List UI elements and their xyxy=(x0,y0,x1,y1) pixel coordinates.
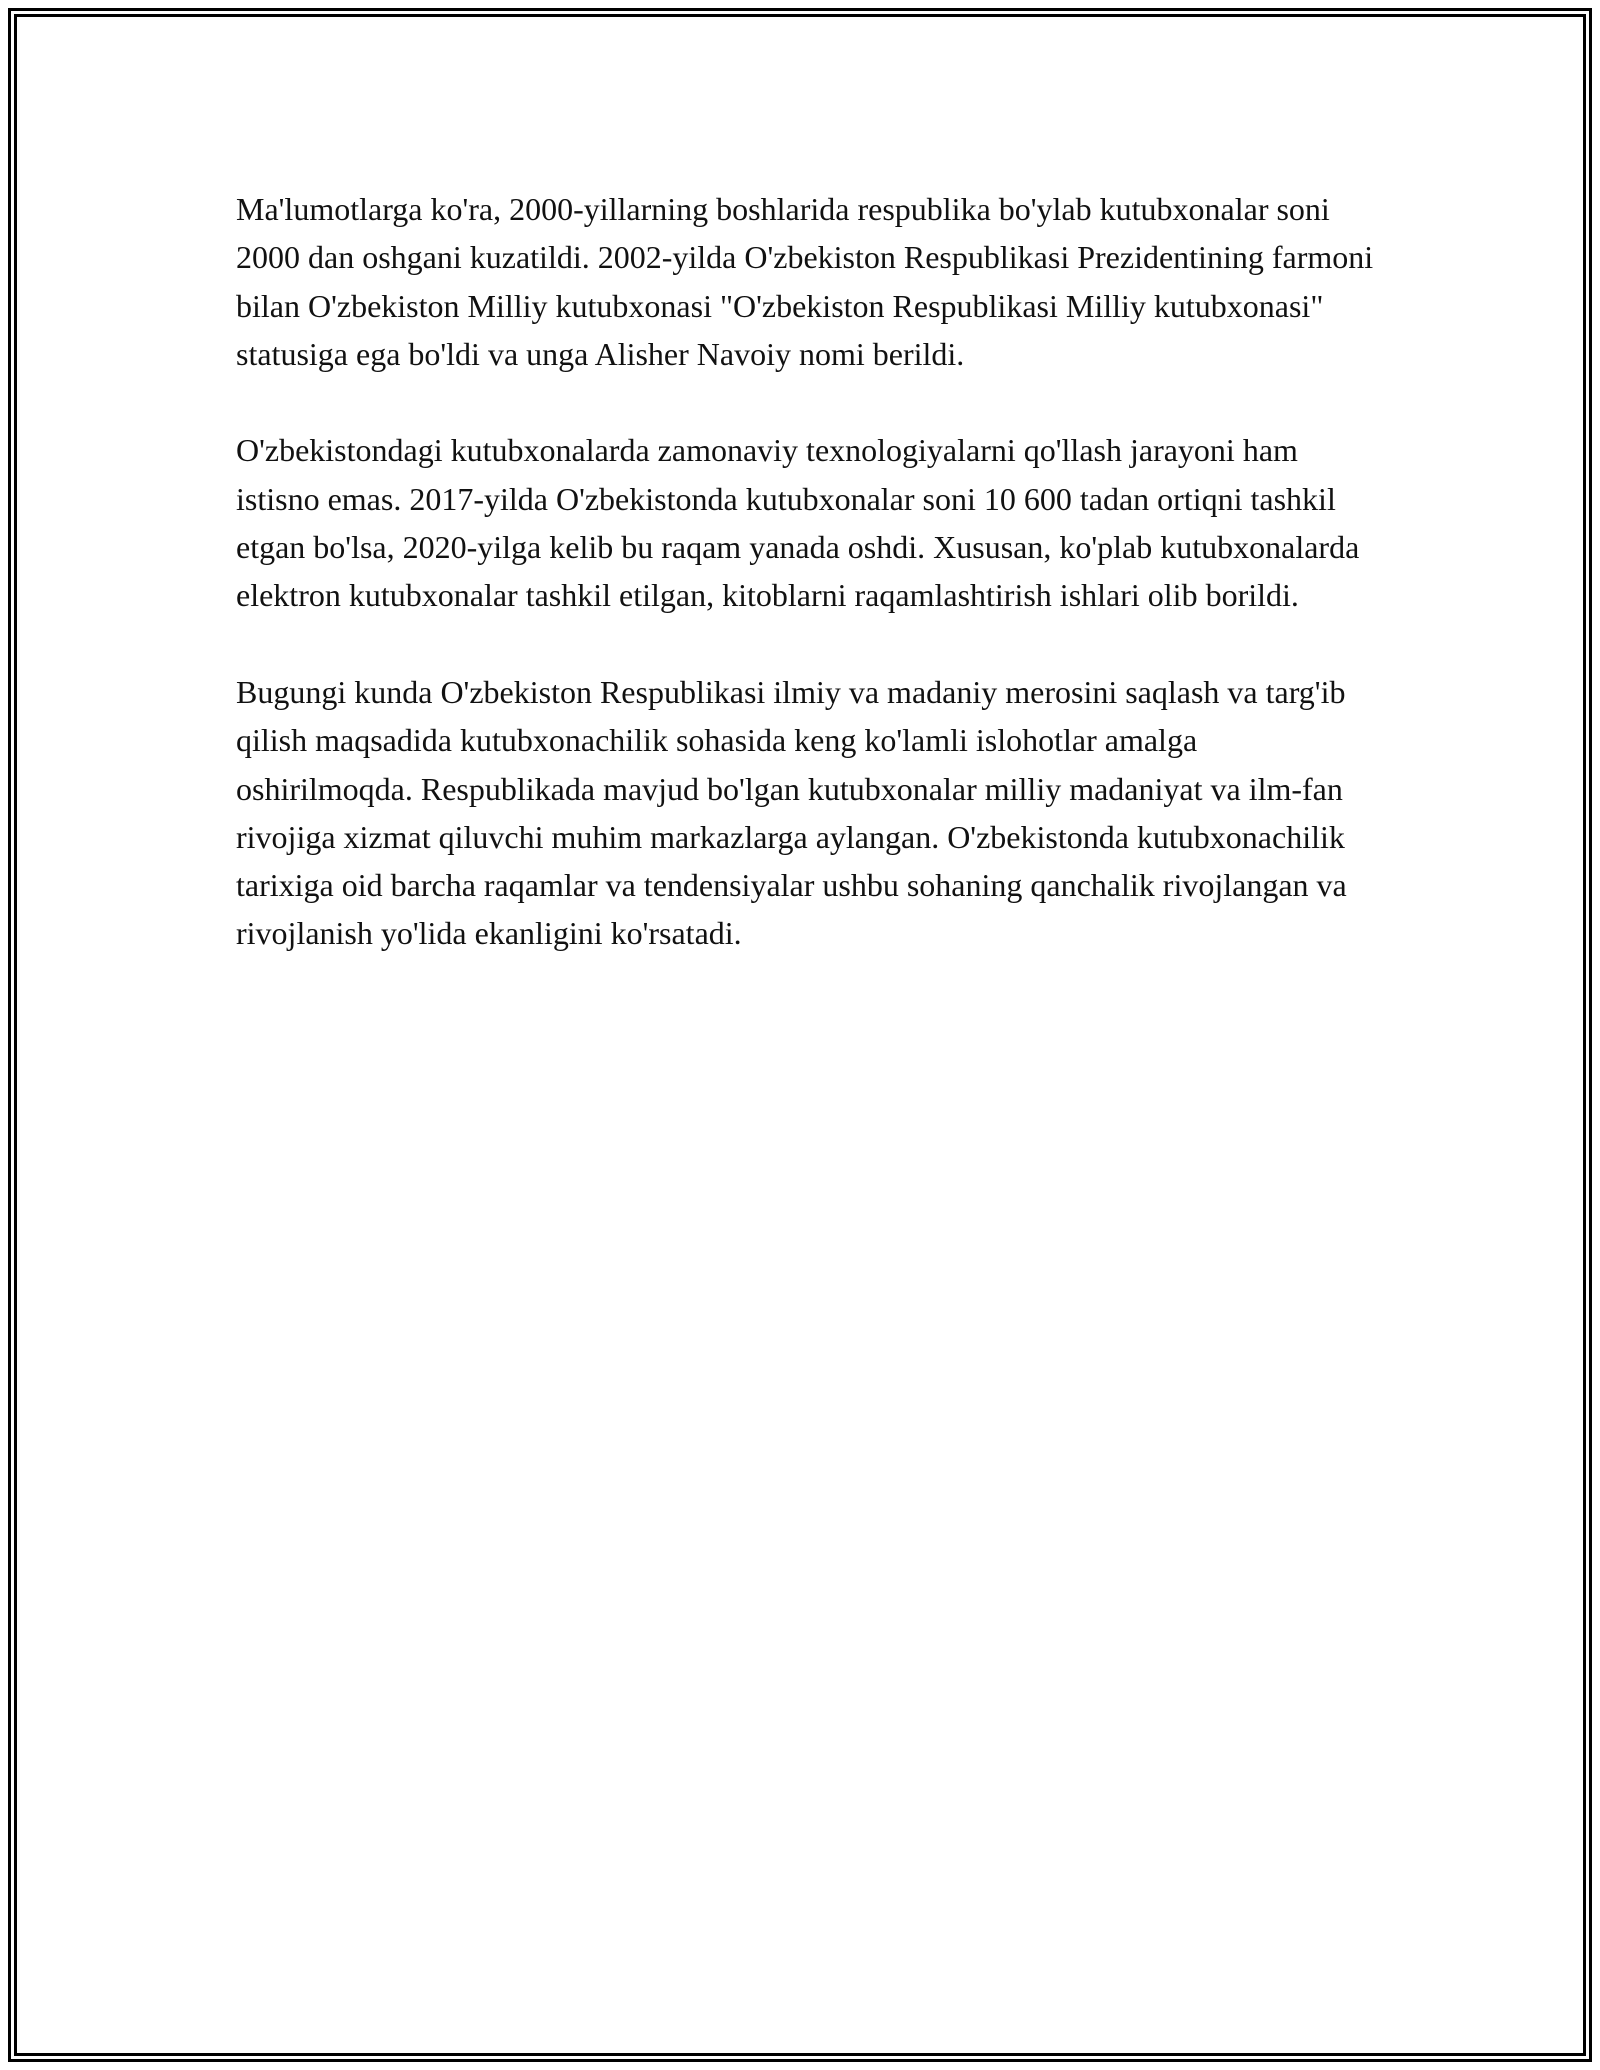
paragraph-1: Ma'lumotlarga ko'ra, 2000-yillarning boshlarida respublika bo'ylab kutubxonalar soni 2000 dan oshgani kuzatildi. 2002-yilda O'zbekiston Respublikasi Prezidentining farmoni bilan O'zbekiston Milliy kutubxonasi "O'zbekiston Respublikasi Milliy kutubxonasi" statusiga ega bo'ldi va unga Alisher Navoiy nomi berildi. xyxy=(236,191,1374,372)
document-body xyxy=(236,185,1376,1006)
paragraph-2: O'zbekistondagi kutubxonalarda zamonaviy texnologiyalarni qo'llash jarayoni ham istisno emas. 2017-yilda O'zbekistonda kutubxonalar soni 10 600 tadan ortiqni tashkil etgan bo'lsa, 2020-yilga kelib bu raqam yanada oshdi. Xususan, ko'plab kutubxonalarda elektron kutubxonalar tashkil etilgan, kitoblarni raqamlashtirish ishlari olib borildi. xyxy=(236,432,1360,614)
paragraph-3: Bugungi kunda O'zbekiston Respublikasi ilmiy va madaniy merosini saqlash va targ'ib qilish maqsadida kutubxonachilik sohasida keng ko'lamli islohotlar amalga oshirilmoqda. Respublikada mavjud bo'lgan kutubxonalar milliy madaniyat va ilm-fan rivojiga xizmat qiluvchi muhim markazlarga aylangan. O'zbekistonda kutubxonachilik tarixiga oid barcha raqamlar va tendensiyalar ushbu sohaning qanchalik rivojlangan va rivojlanish yo'lida ekanligini ko'rsatadi. xyxy=(236,673,1347,952)
